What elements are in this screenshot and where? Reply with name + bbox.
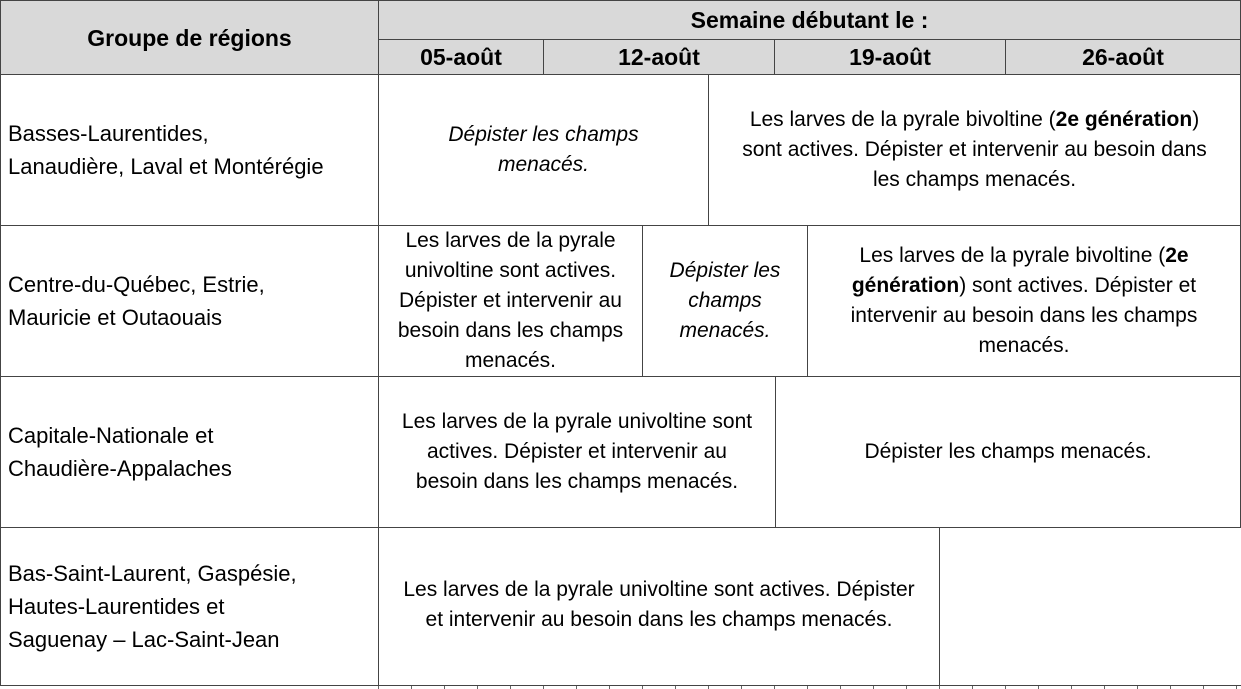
region-cell [0,226,379,377]
region-line: Basses-Laurentides, [8,121,209,146]
header-week-starting [379,0,1241,40]
week-label: 05-août [420,44,502,70]
region-line: Hautes-Laurentides et [8,594,225,619]
region-cell [0,75,379,226]
header-week-2 [544,40,775,75]
header-region-group-label: Groupe de régions [87,24,292,51]
header-region-group [0,0,379,75]
region-line: Saguenay – Lac-Saint-Jean [8,627,280,652]
region-line: Chaudière-Appalaches [8,456,232,481]
region-line: Capitale-Nationale et [8,423,214,448]
status-cell: Les larves de la pyrale univoltine sont actives. Dépister et intervenir au besoin dans les champs menacés. [379,226,643,377]
header-week-4 [1006,40,1241,75]
region-line: Bas-Saint-Laurent, Gaspésie, [8,561,297,586]
week-label: 26-août [1082,44,1164,70]
week-label: 12-août [618,44,700,70]
header-week-3 [775,40,1006,75]
status-cell: Les larves de la pyrale univoltine sont actives. Dépister et intervenir au besoin dans les champs menacés. [379,528,940,686]
region-line: Centre-du-Québec, Estrie, [8,272,265,297]
status-cell: Les larves de la pyrale univoltine sont actives. Dépister et intervenir au besoin dans les champs menacés. [379,377,776,528]
header-week-starting-label: Semaine débutant le : [690,7,929,33]
status-cell: Les larves de la pyrale bivoltine (2e génération) sont actives. Dépister et intervenir au besoin dans les champs menacés. [709,75,1241,226]
region-line: Lanaudière, Laval et Montérégie [8,154,324,179]
region-cell [0,528,379,686]
status-cell: Dépister les champs menacés. [379,75,709,226]
status-cell: Dépister les champs menacés. [643,226,808,377]
empty-cell [940,528,1241,686]
week-label: 19-août [849,44,931,70]
status-cell: Dépister les champs menacés. [776,377,1241,528]
region-line: Mauricie et Outaouais [8,305,222,330]
header-week-1 [379,40,544,75]
status-cell: Les larves de la pyrale bivoltine (2e génération) sont actives. Dépister et intervenir au besoin dans les champs menacés. [808,226,1241,377]
region-cell [0,377,379,528]
